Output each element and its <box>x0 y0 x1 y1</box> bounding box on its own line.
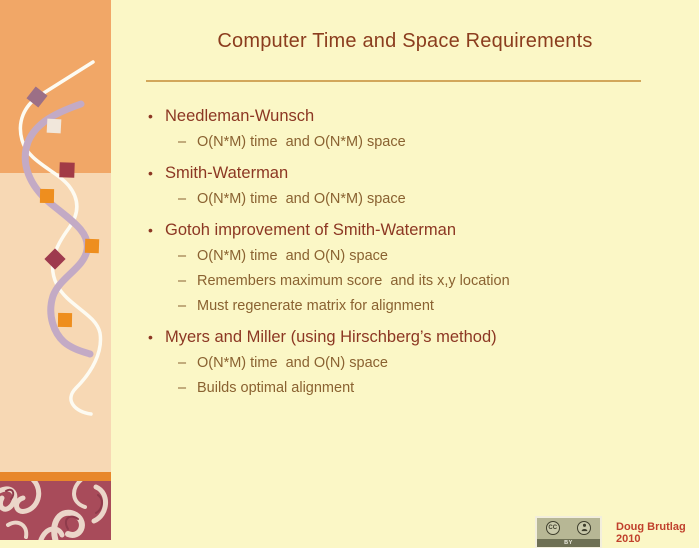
dash-marker: – <box>178 298 187 314</box>
creative-commons-badge <box>535 516 602 548</box>
dna-node-square-orange-3 <box>58 313 72 327</box>
dna-node-diamond-maroon <box>44 248 65 269</box>
author-credit: Doug Brutlag 2010 <box>616 521 686 545</box>
bullet-text: Smith-Waterman <box>165 164 289 182</box>
list-item <box>178 247 688 266</box>
cc-icon: CC <box>546 521 560 535</box>
dna-helix-graphic <box>0 0 111 480</box>
bullet-text: Needleman-Wunsch <box>165 107 315 125</box>
bullet-text: Builds optimal alignment <box>197 380 355 396</box>
title-underline-rule <box>146 80 641 82</box>
paisley-swirls-graphic <box>0 481 111 540</box>
bullet-text: O(N*M) time and O(N*M) space <box>197 191 406 207</box>
dash-marker: – <box>178 134 187 150</box>
dash-marker: – <box>178 355 187 371</box>
list-item <box>148 220 688 241</box>
bullet-text: O(N*M) time and O(N) space <box>197 355 388 371</box>
list-item <box>148 106 688 127</box>
bullet-text: Remembers maximum score and its x,y location <box>197 273 510 289</box>
cc-by-label: BY <box>537 539 600 547</box>
slide-content <box>111 0 699 540</box>
bullet-list <box>148 95 688 398</box>
bullet-marker: • <box>148 108 153 124</box>
bullet-marker: • <box>148 222 153 238</box>
bullet-text: O(N*M) time and O(N) space <box>197 248 388 264</box>
dash-marker: – <box>178 273 187 289</box>
bullet-text: Must regenerate matrix for alignment <box>197 298 434 314</box>
dash-marker: – <box>178 191 187 207</box>
dna-ribbon-lavender <box>25 104 90 354</box>
paisley-pattern-block <box>0 481 111 540</box>
dna-node-square-darkred <box>59 162 75 178</box>
dash-marker: – <box>178 380 187 396</box>
dash-marker: – <box>178 248 187 264</box>
bullet-marker: • <box>148 165 153 181</box>
list-item <box>148 327 688 348</box>
list-item <box>148 163 688 184</box>
list-item <box>178 297 688 316</box>
list-item <box>178 272 688 291</box>
list-item <box>178 133 688 152</box>
person-attribution-icon <box>577 521 591 535</box>
dna-node-square-orange-1 <box>40 189 54 203</box>
dna-node-square-orange-2 <box>85 239 99 253</box>
list-item <box>178 379 688 398</box>
bullet-text: Gotoh improvement of Smith-Waterman <box>165 221 456 239</box>
dna-node-square-cream <box>47 119 62 134</box>
cc-badge-icons <box>537 518 600 537</box>
bullet-text: Myers and Miller (using Hirschberg’s method) <box>165 328 497 346</box>
decorative-sidebar <box>0 0 111 540</box>
bullet-text: O(N*M) time and O(N*M) space <box>197 134 406 150</box>
list-item <box>178 190 688 209</box>
slide-title: Computer Time and Space Requirements <box>217 30 593 52</box>
bullet-marker: • <box>148 329 153 345</box>
list-item <box>178 354 688 373</box>
